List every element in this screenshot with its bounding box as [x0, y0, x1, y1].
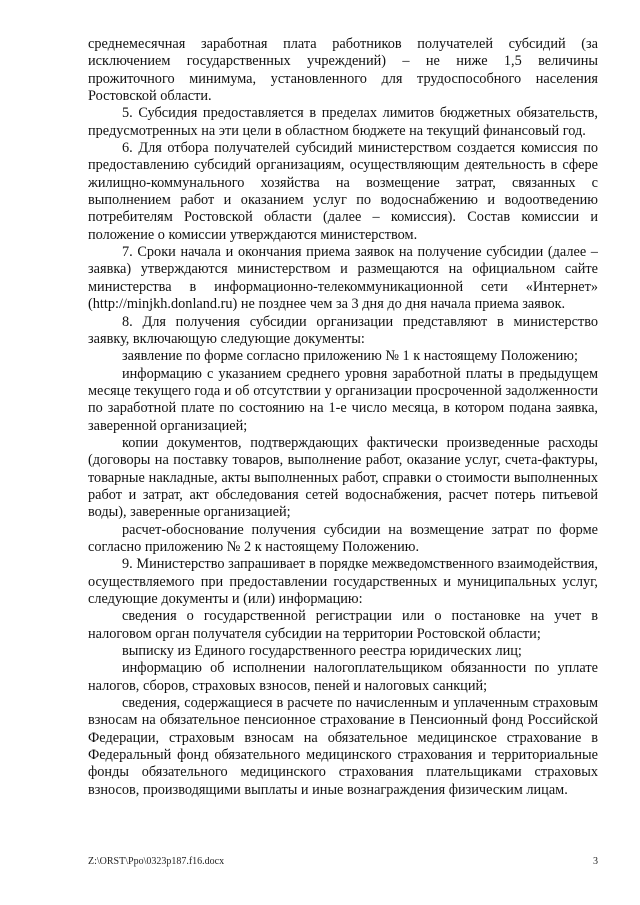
paragraph-item-8: 8. Для получения субсидии организации представляют в министерство заявку, включающую следующие документы:: [88, 313, 598, 347]
paragraph-item-9-insurance-info: сведения, содержащиеся в расчете по начисленным и уплаченным страховым взносам на обязательное пенсионное страхование в Пенсионный фонд Российской Федерации, страховым взносам на обязательное медицинское страхование в Федеральный фонд обязательного медицинского страхования и территориальные фонды обязательного медицинского страхования плательщиками страховых взносов, производящими выплаты и иные вознаграждения физическим лицам.: [88, 695, 598, 798]
paragraph-item-8-salary-info: информацию с указанием среднего уровня заработной платы в предыдущем месяце текущего года и об отсутствии у организации просроченной задолженности по заработной плате по состоянию на 1-е число месяца, в котором подана заявка, заверенной организацией;: [88, 365, 598, 434]
page-footer: [88, 855, 598, 869]
paragraph-item-8-application: заявление по форме согласно приложению № 1 к настоящему Положению;: [122, 348, 578, 365]
page-number: 3: [593, 856, 598, 867]
paragraph-continuation: среднемесячная заработная плата работников получателей субсидий (за исключением государственных учреждений) – не ниже 1,5 величины прожиточного минимума, установленного для трудоспособного населения Ростовской области.: [88, 36, 598, 105]
document-page: [88, 36, 598, 846]
paragraph-item-8-expense-copies: копии документов, подтверждающих фактически произведенные расходы (договоры на поставку товаров, выполнение работ, оказание услуг, счета-фактуры, товарные накладные, акты выполненных работ, справки о стоимости выполненных работ и затрат, акт обследования сетей водоснабжения, расчет потерь питьевой воды), заверенные организацией;: [88, 434, 598, 521]
paragraph-item-9-registration: сведения о государственной регистрации или о постановке на учет в налоговом орган получателя субсидии на территории Ростовской области;: [88, 608, 598, 642]
paragraph-item-8-calculation: расчет-обоснование получения субсидии на возмещение затрат по форме согласно приложению № 2 к настоящему Положению.: [88, 521, 598, 555]
paragraph-item-7: 7. Сроки начала и окончания приема заявок на получение субсидии (далее – заявка) утверждаются министерством и размещаются на официальном сайте министерства в информационно-телекоммуникационной сети «Интернет» (http://minjkh.donland.ru) не позднее чем за 3 дня до дня начала приема заявок.: [88, 244, 598, 313]
paragraph-item-5: 5. Субсидия предоставляется в пределах лимитов бюджетных обязательств, предусмотренных на эти цели в областном бюджете на текущий финансовый год.: [88, 105, 598, 139]
paragraph-item-9-tax-info: информацию об исполнении налогоплательщиком обязанности по уплате налогов, сборов, страховых взносов, пеней и налоговых санкций;: [88, 660, 598, 694]
paragraph-item-6: 6. Для отбора получателей субсидий министерством создается комиссия по предоставлению субсидий организациям, осуществляющим деятельность в сфере жилищно-коммунального хозяйства на возмещение затрат, связанных с выполнением работ и оказанием услуг по водоснабжению и водоотведению потребителям Ростовской области (далее – комиссия). Состав комиссии и положение о комиссии утверждаются министерством.: [88, 140, 598, 243]
footer-file-path: Z:\ORST\Ppo\0323p187.f16.docx: [88, 856, 225, 867]
paragraph-item-9-egrul: выписку из Единого государственного реестра юридических лиц;: [122, 643, 522, 660]
paragraph-item-9: 9. Министерство запрашивает в порядке межведомственного взаимодействия, осуществляемого при предоставлении государственных и муниципальных услуг, следующие документы и (или) информацию:: [88, 556, 598, 607]
